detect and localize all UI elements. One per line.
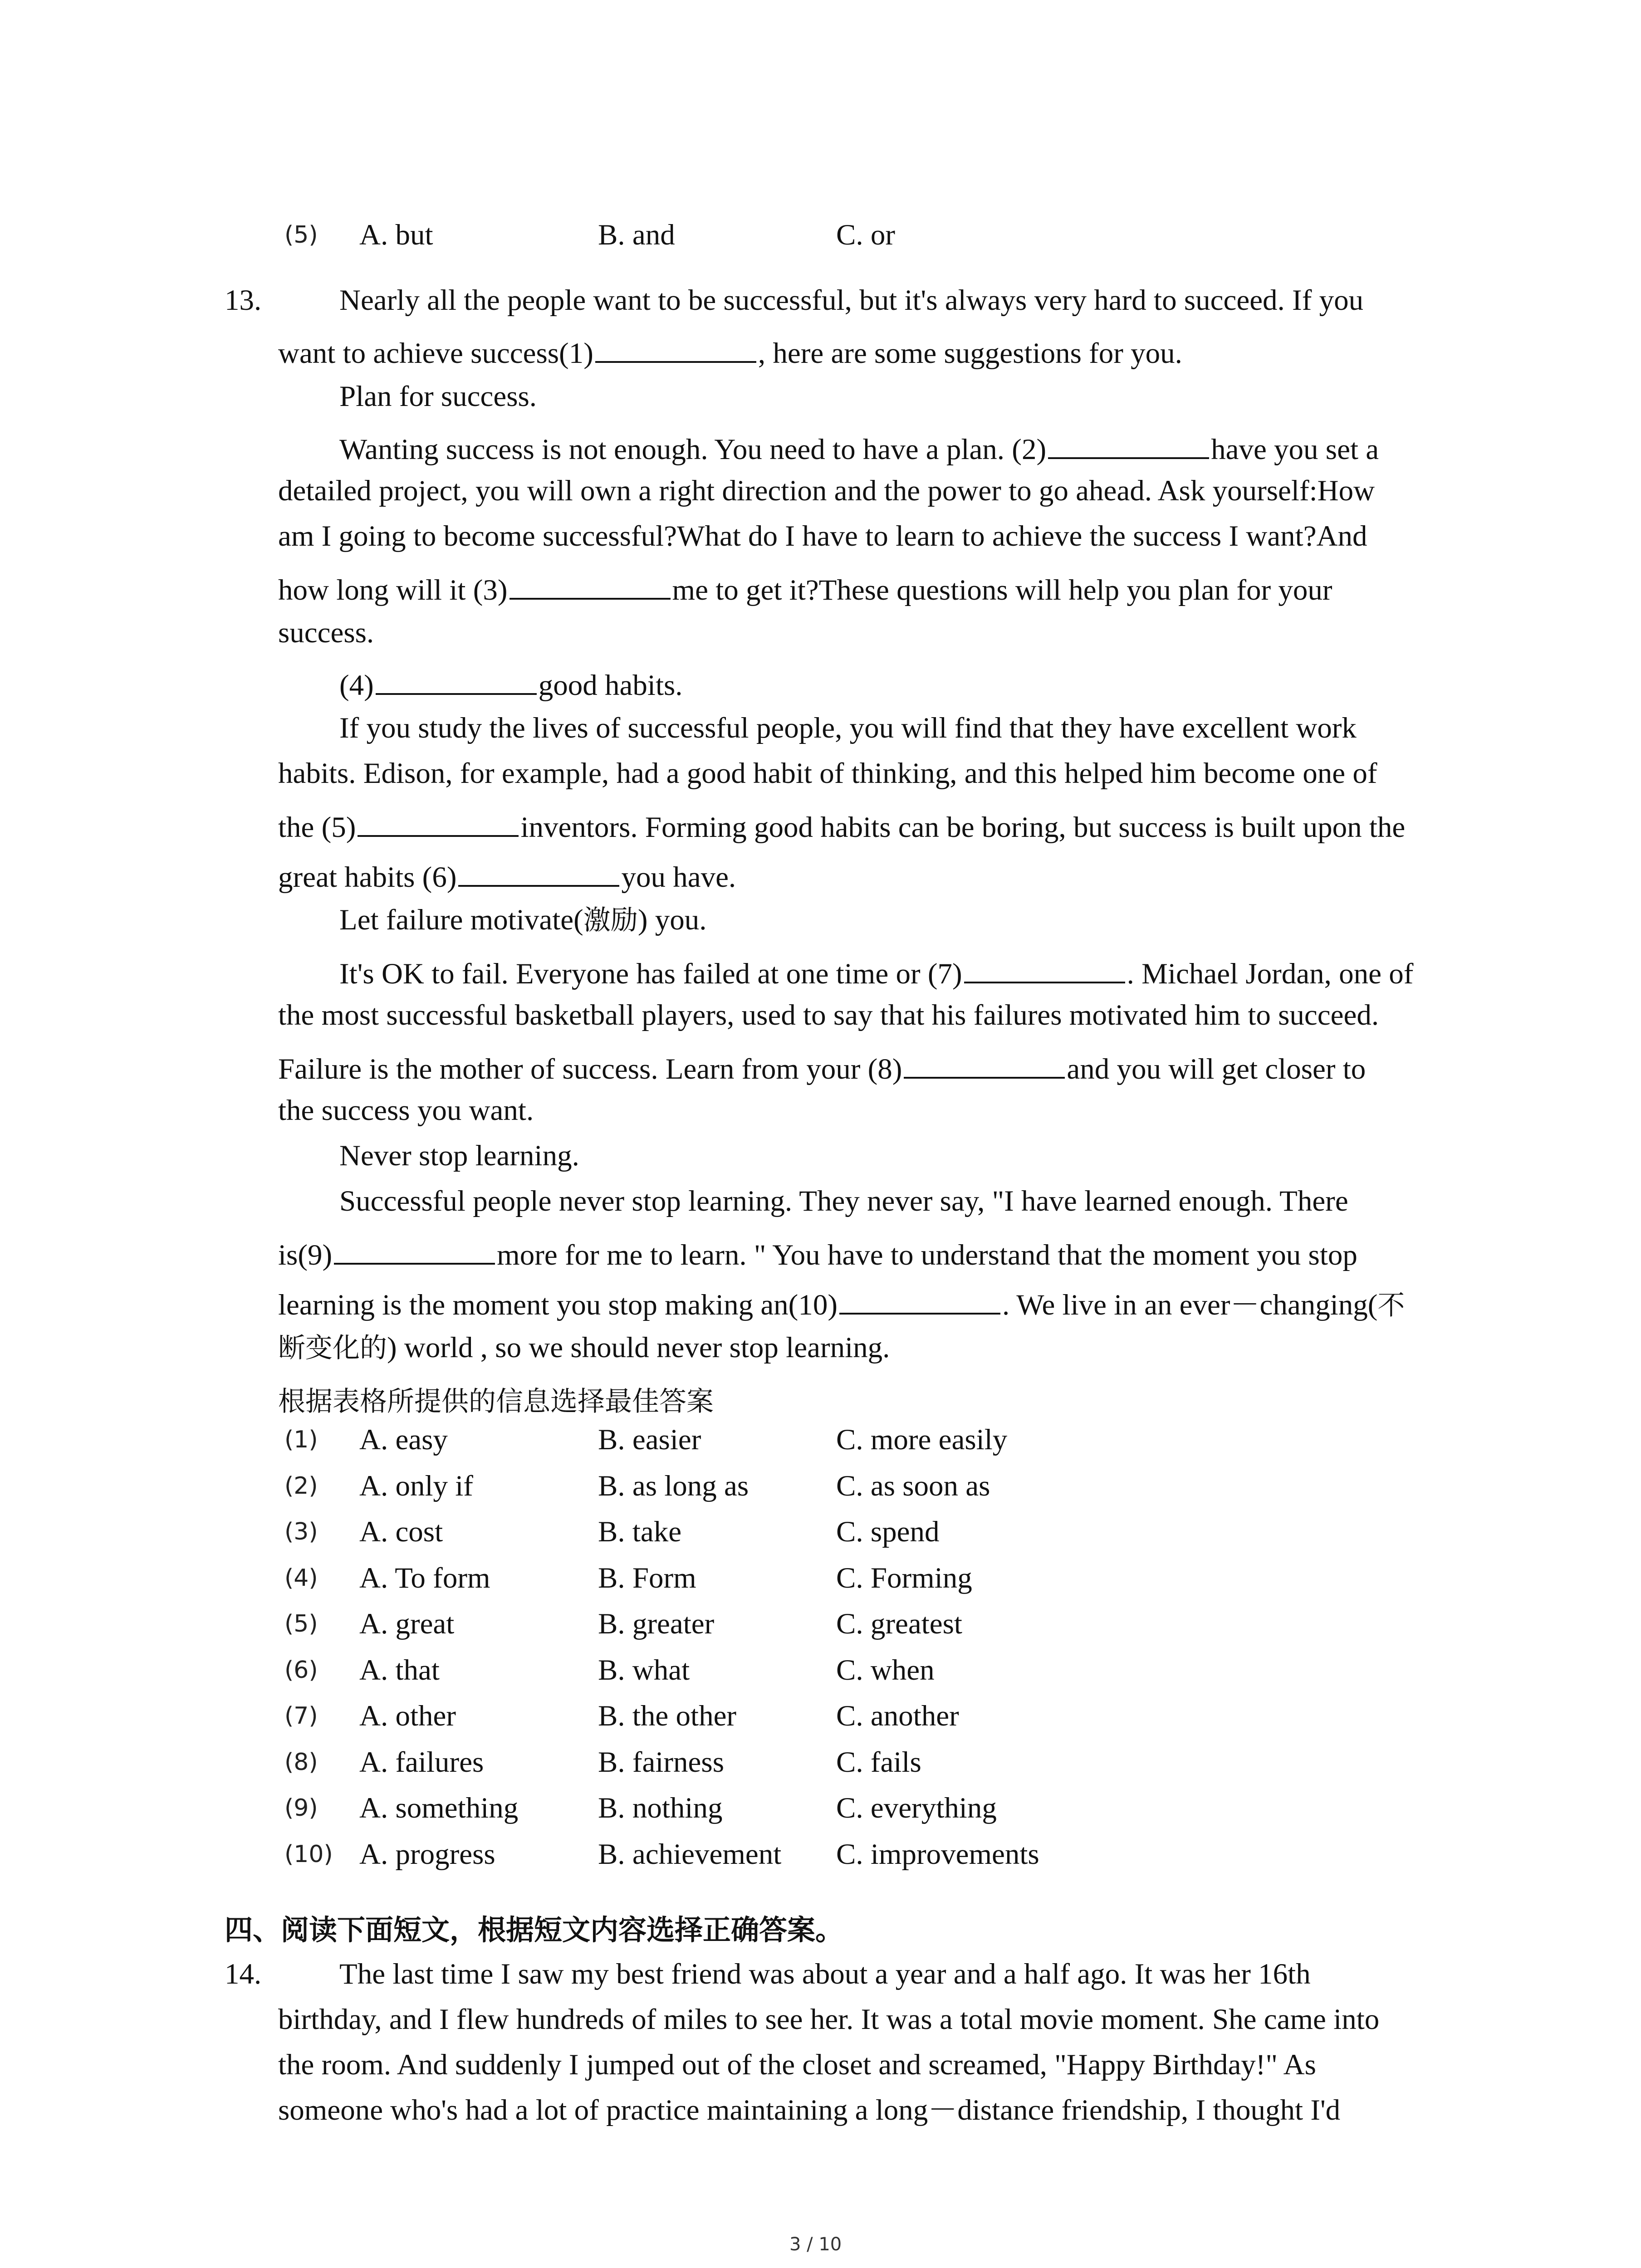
passage-line: 断变化的) world , so we should never stop learning.: [278, 1331, 890, 1364]
passage-line: If you study the lives of successful people, you will find that they have excellent work: [339, 712, 1357, 744]
passage-line: how long will it (3) me to get it?These questions will help you plan for your: [278, 572, 1332, 605]
passage-line: am I going to become successful?What do I have to learn to achieve the success I want?And: [278, 520, 1367, 552]
passage-line: the most successful basketball players, used to say that his failures motivated him to succeed.: [278, 999, 1379, 1031]
question-number: 14.: [225, 1958, 262, 1990]
passage-line: habits. Edison, for example, had a good habit of thinking, and this helped him become one of: [278, 757, 1377, 790]
answer-blank-3: [509, 572, 671, 600]
option-b: B. and: [598, 219, 675, 251]
passage-line: detailed project, you will own a right direction and the power to go ahead. Ask yourself:How: [278, 474, 1375, 507]
passage-line: Successful people never stop learning. They never say, "I have learned enough. There: [339, 1185, 1348, 1217]
option-c: C. Forming: [836, 1562, 972, 1594]
option-a: A. that: [359, 1654, 440, 1686]
passage-subheading: (4) good habits.: [339, 667, 683, 700]
option-a: A. easy: [359, 1423, 448, 1456]
passage-subheading: Plan for success.: [339, 380, 537, 413]
option-number: (9): [284, 1794, 318, 1822]
option-b: B. nothing: [598, 1792, 723, 1824]
option-number: (1): [284, 1426, 318, 1453]
option-a: A. but: [359, 219, 433, 251]
passage-line: the room. And suddenly I jumped out of the closet and screamed, "Happy Birthday!" As: [278, 2048, 1316, 2081]
option-b: B. what: [598, 1654, 690, 1686]
option-number: (6): [284, 1657, 318, 1684]
passage-line: The last time I saw my best friend was about a year and a half ago. It was her 16th: [339, 1958, 1311, 1990]
passage-subheading: Never stop learning.: [339, 1139, 579, 1172]
option-b: B. as long as: [598, 1470, 749, 1502]
option-b: B. Form: [598, 1562, 696, 1594]
passage-line: great habits (6) you have.: [278, 859, 736, 892]
option-c: C. or: [836, 219, 895, 251]
answer-blank-10: [839, 1286, 1000, 1315]
option-number: (7): [284, 1702, 318, 1730]
option-c: C. another: [836, 1700, 959, 1732]
option-number: (4): [284, 1564, 318, 1592]
passage-line: Nearly all the people want to be successful, but it's always very hard to succeed. If you: [339, 284, 1364, 317]
option-a: A. cost: [359, 1515, 443, 1548]
option-c: C. as soon as: [836, 1470, 990, 1502]
answer-blank-7: [964, 955, 1125, 983]
option-a: A. progress: [359, 1838, 495, 1871]
option-c: C. when: [836, 1654, 935, 1686]
option-a: A. To form: [359, 1562, 490, 1594]
option-b: B. greater: [598, 1608, 715, 1640]
passage-line: the (5) inventors. Forming good habits can be boring, but success is built upon the: [278, 809, 1405, 842]
option-number: (3): [284, 1518, 318, 1545]
answer-blank-5: [358, 809, 519, 837]
option-b: B. easier: [598, 1423, 701, 1456]
option-c: C. more easily: [836, 1423, 1008, 1456]
option-number: (2): [284, 1472, 318, 1500]
passage-line: learning is the moment you stop making an(10) . We live in an ever－changing(不: [278, 1286, 1405, 1320]
option-c: C. everything: [836, 1792, 997, 1824]
option-a: A. other: [359, 1700, 456, 1732]
passage-line: Wanting success is not enough. You need to have a plan. (2) have you set a: [339, 431, 1379, 464]
passage-subheading: Let failure motivate(激励) you.: [339, 904, 707, 936]
answer-blank-8: [904, 1051, 1065, 1079]
passage-line: birthday, and I flew hundreds of miles to see her. It was a total movie moment. She came into: [278, 2003, 1380, 2036]
option-number: (10): [284, 1841, 333, 1868]
option-b: B. the other: [598, 1700, 737, 1732]
option-c: C. fails: [836, 1746, 921, 1779]
option-c: C. greatest: [836, 1608, 962, 1640]
passage-line: want to achieve success(1) , here are some suggestions for you.: [278, 335, 1182, 368]
answer-blank-9: [334, 1237, 495, 1265]
option-a: A. something: [359, 1792, 519, 1824]
question-number: 13.: [225, 284, 262, 317]
page-number: 3 / 10: [789, 2234, 842, 2255]
passage-line: is(9) more for me to learn. " You have to understand that the moment you stop: [278, 1237, 1357, 1270]
option-a: A. failures: [359, 1746, 484, 1779]
option-b: B. achievement: [598, 1838, 782, 1871]
option-number: (5): [284, 221, 318, 249]
option-b: B. fairness: [598, 1746, 724, 1779]
answer-blank-6: [458, 859, 619, 887]
option-number: (8): [284, 1749, 318, 1776]
instruction-text: 根据表格所提供的信息选择最佳答案: [278, 1386, 714, 1418]
passage-line: success.: [278, 616, 374, 649]
option-a: A. great: [359, 1608, 455, 1640]
answer-blank-4: [376, 667, 537, 695]
option-c: C. spend: [836, 1515, 940, 1548]
answer-blank-2: [1048, 431, 1209, 459]
answer-blank-1: [595, 335, 756, 363]
option-a: A. only if: [359, 1470, 473, 1502]
section-heading: 四、阅读下面短文，根据短文内容选择正确答案。: [225, 1913, 844, 1946]
passage-line: someone who's had a lot of practice maintaining a long－distance friendship, I thought I'd: [278, 2094, 1341, 2126]
passage-line: the success you want.: [278, 1094, 534, 1127]
option-number: (5): [284, 1610, 318, 1637]
option-c: C. improvements: [836, 1838, 1039, 1871]
passage-line: Failure is the mother of success. Learn from your (8) and you will get closer to: [278, 1051, 1366, 1084]
passage-line: It's OK to fail. Everyone has failed at one time or (7) . Michael Jordan, one of: [339, 955, 1413, 989]
option-b: B. take: [598, 1515, 682, 1548]
